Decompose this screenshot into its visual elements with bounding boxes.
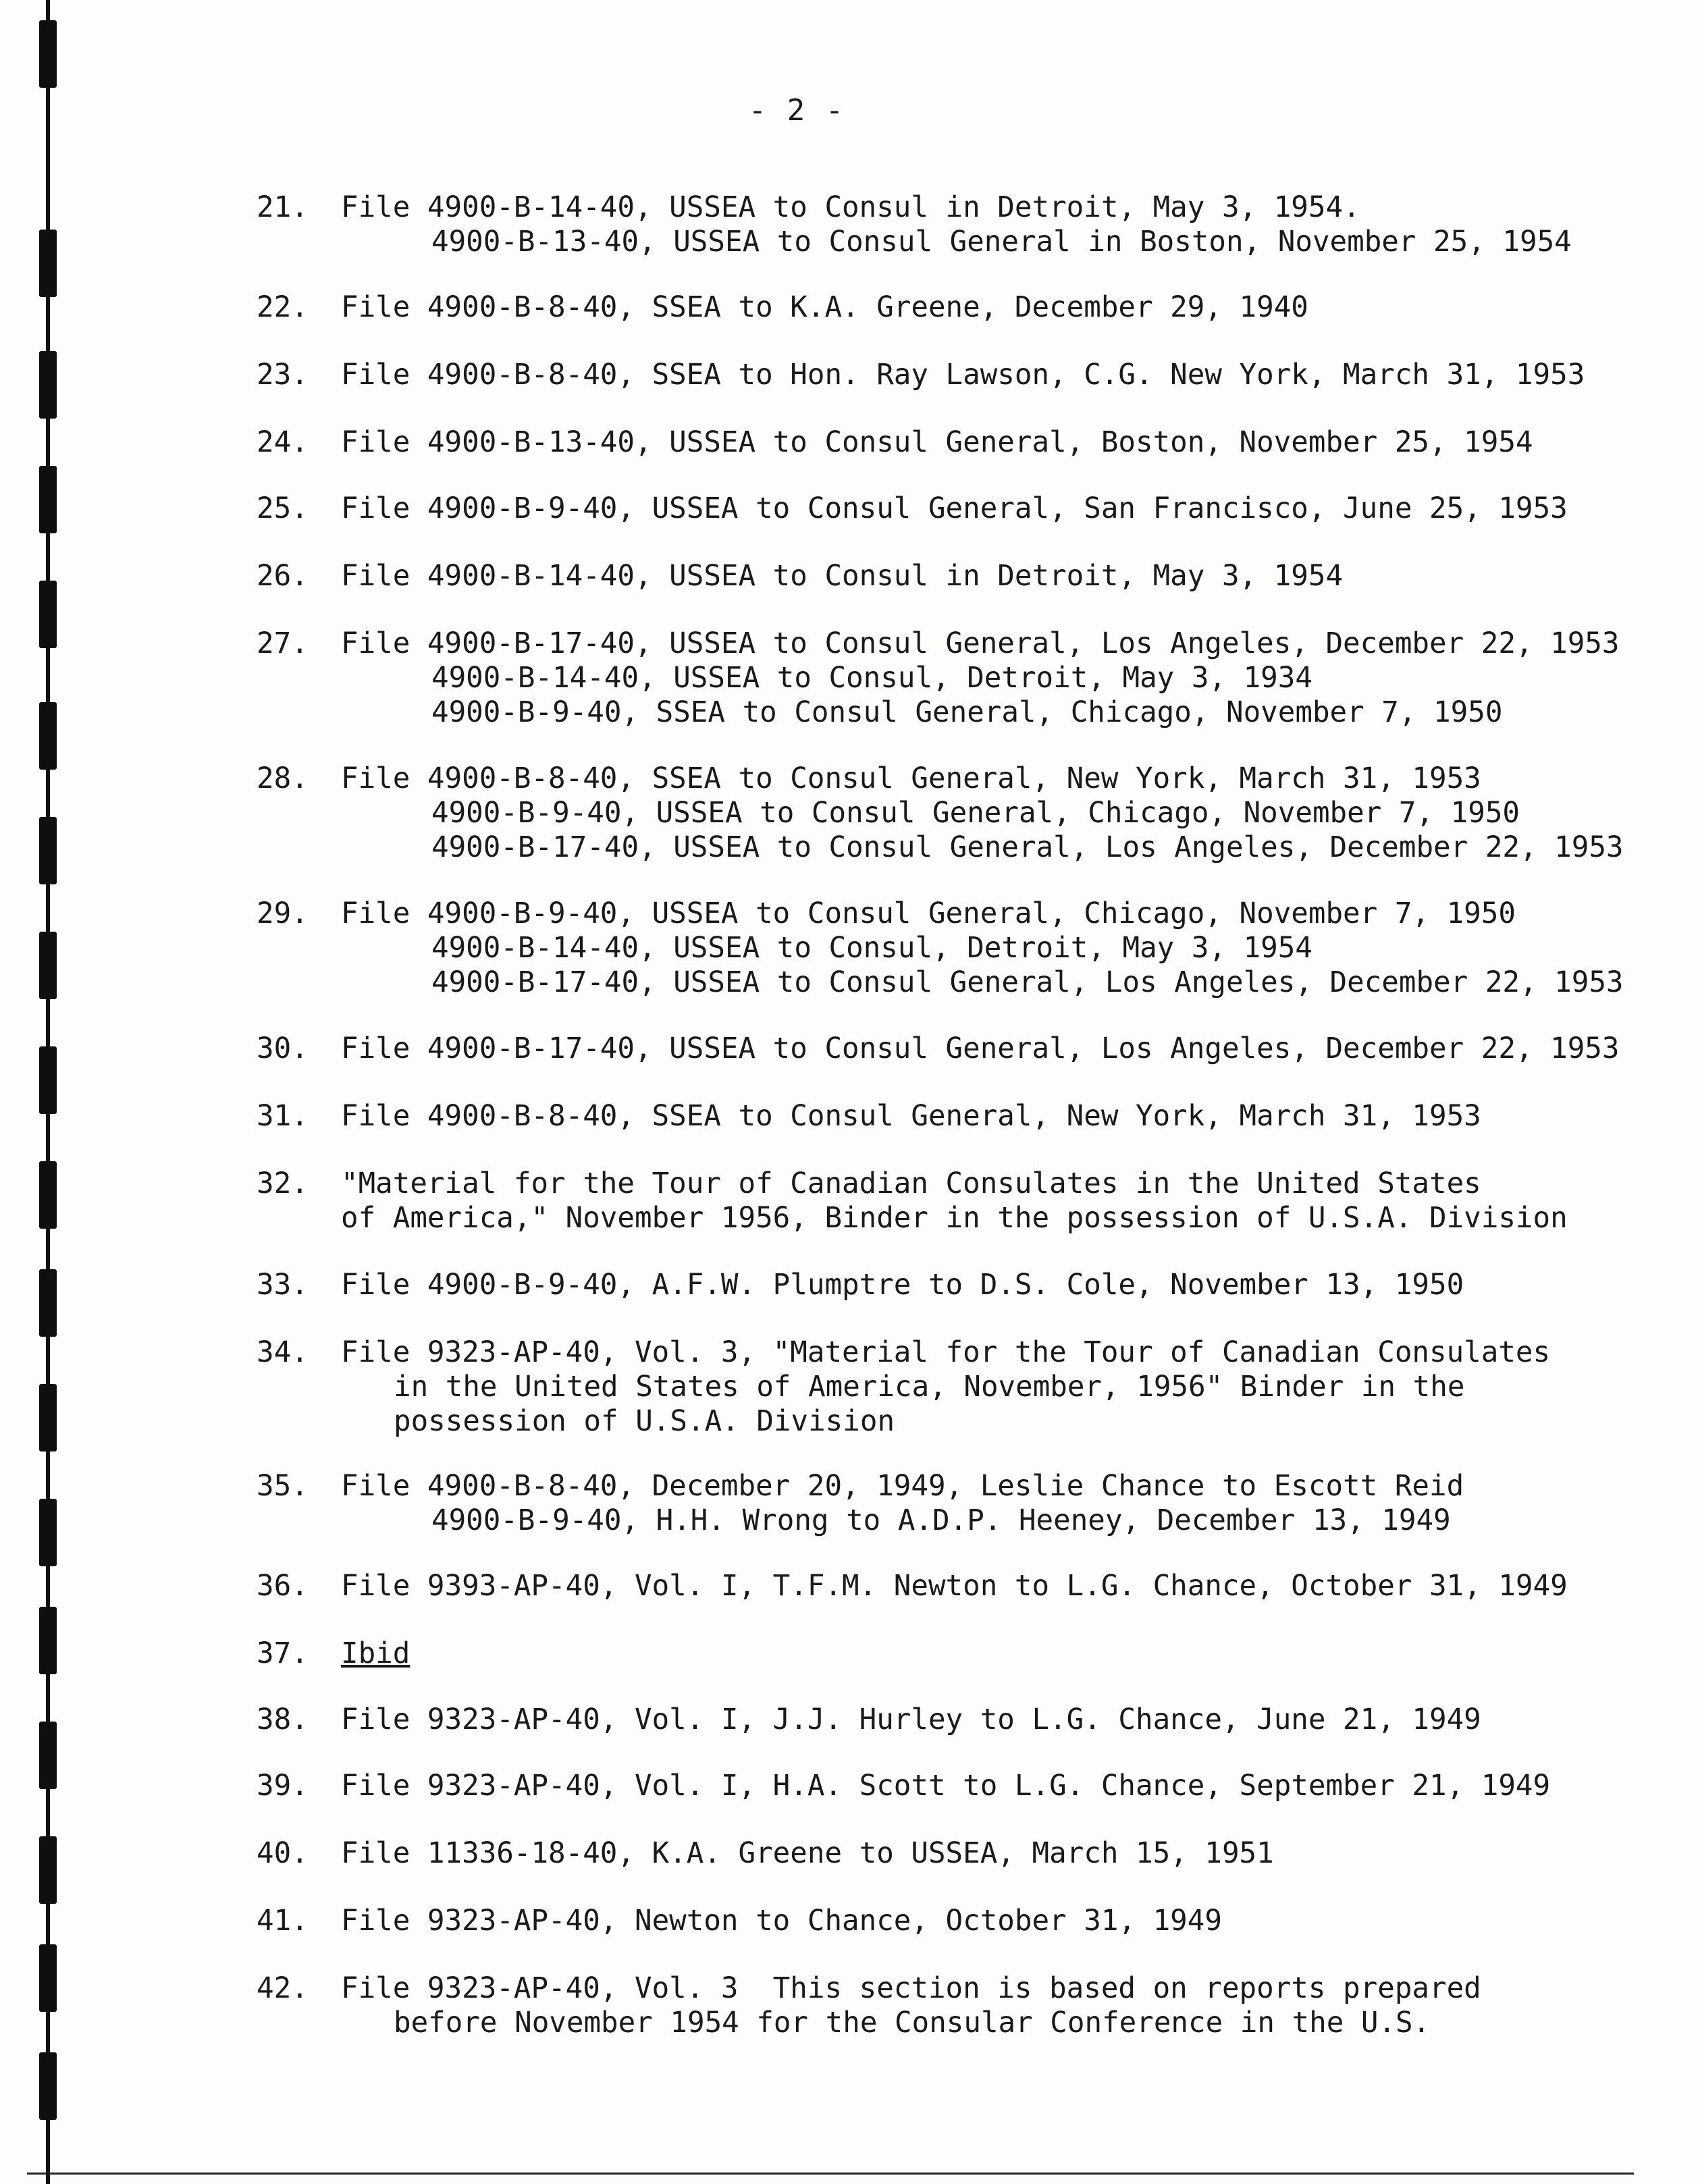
endnote-number: 32. <box>257 1167 309 1200</box>
endnote-text <box>341 491 1568 526</box>
endnote-line: File 9323-AP-40, Vol. 3 This section is based on reports prepared <box>341 1972 1481 2005</box>
binding-tab <box>39 466 57 533</box>
binding-tab <box>39 1607 57 1674</box>
endnote-number: 35. <box>257 1470 309 1503</box>
endnote-line: File 4900-B-8-40, SSEA to K.A. Greene, December 29, 1940 <box>341 291 1308 324</box>
binding-tab <box>39 702 57 770</box>
endnote-line: 4900-B-9-40, SSEA to Consul General, Chicago, November 7, 1950 <box>431 696 1503 729</box>
endnote-text <box>341 1335 1550 1439</box>
endnote-line: possession of U.S.A. Division <box>394 1405 895 1438</box>
endnote-text <box>341 1904 1222 1938</box>
binding-tab <box>39 1161 57 1229</box>
binding-tab <box>39 1836 57 1904</box>
endnote-line: 4900-B-9-40, H.H. Wrong to A.D.P. Heeney, December 13, 1949 <box>431 1504 1451 1537</box>
endnote-line: File 4900-B-14-40, USSEA to Consul in Detroit, May 3, 1954. <box>341 191 1360 224</box>
binding-tab <box>39 581 57 648</box>
endnote-number: 21. <box>257 191 309 224</box>
endnote-line: File 9323-AP-40, Newton to Chance, October 31, 1949 <box>341 1905 1222 1938</box>
endnote-text <box>341 1099 1481 1134</box>
endnote-text <box>341 1469 1464 1538</box>
endnote-text <box>341 1636 410 1671</box>
endnote-line: of America," November 1956, Binder in the possession of U.S.A. Division <box>341 1202 1568 1235</box>
endnote-line: File 9323-AP-40, Vol. I, J.J. Hurley to L.G. Chance, June 21, 1949 <box>341 1703 1481 1736</box>
page-bottom-rule <box>27 2173 1634 2175</box>
endnote-number: 24. <box>257 426 309 459</box>
endnote-text <box>341 290 1308 325</box>
endnote-line: in the United States of America, November, 1956" Binder in the <box>394 1370 1465 1404</box>
endnote-line: File 9393-AP-40, Vol. I, T.F.M. Newton to L.G. Chance, October 31, 1949 <box>341 1570 1568 1603</box>
endnote-number: 42. <box>257 1972 309 2005</box>
endnote-line: File 4900-B-9-40, USSEA to Consul General, San Francisco, June 25, 1953 <box>341 492 1568 525</box>
endnote-line: 4900-B-9-40, USSEA to Consul General, Chicago, November 7, 1950 <box>431 797 1520 830</box>
endnote-line: 4900-B-13-40, USSEA to Consul General in Boston, November 25, 1954 <box>431 225 1572 259</box>
endnote-text <box>341 425 1533 460</box>
endnote-line: File 4900-B-14-40, USSEA to Consul in Detroit, May 3, 1954 <box>341 560 1344 593</box>
endnote-number: 27. <box>257 627 309 660</box>
endnote-number: 29. <box>257 897 309 930</box>
endnote-text <box>341 1569 1568 1603</box>
binding-tab <box>39 1722 57 1789</box>
endnote-text <box>341 897 1624 1000</box>
endnote-number: 31. <box>257 1100 309 1133</box>
endnote-line: File 4900-B-9-40, A.F.W. Plumptre to D.S. Cole, November 13, 1950 <box>341 1269 1464 1302</box>
endnote-text <box>341 1703 1481 1737</box>
binding-tab <box>39 1046 57 1114</box>
endnote-line: File 4900-B-9-40, USSEA to Consul General, Chicago, November 7, 1950 <box>341 897 1516 930</box>
endnote-line: File 11336-18-40, K.A. Greene to USSEA, March 15, 1951 <box>341 1837 1274 1870</box>
endnote-line: "Material for the Tour of Canadian Consulates in the United States <box>341 1167 1481 1200</box>
endnote-number: 36. <box>257 1570 309 1603</box>
binding-tab <box>39 1499 57 1566</box>
endnote-line: 4900-B-14-40, USSEA to Consul, Detroit, May 3, 1934 <box>431 662 1312 695</box>
endnote-line: 4900-B-17-40, USSEA to Consul General, Los Angeles, December 22, 1953 <box>431 966 1624 999</box>
endnote-line: File 4900-B-8-40, SSEA to Consul General, New York, March 31, 1953 <box>341 762 1481 795</box>
binding-tab <box>39 1944 57 2012</box>
endnote-line: File 4900-B-8-40, SSEA to Consul General, New York, March 31, 1953 <box>341 1100 1481 1133</box>
endnote-line: Ibid <box>341 1637 410 1670</box>
binding-tab <box>39 1384 57 1451</box>
binding-tab <box>39 817 57 884</box>
endnote-text <box>341 358 1585 392</box>
endnote-text <box>341 190 1572 259</box>
endnote-line: File 4900-B-8-40, December 20, 1949, Leslie Chance to Escott Reid <box>341 1470 1464 1503</box>
endnote-line: File 4900-B-13-40, USSEA to Consul General, Boston, November 25, 1954 <box>341 426 1533 459</box>
endnote-number: 25. <box>257 492 309 525</box>
endnote-line: File 9323-AP-40, Vol. I, H.A. Scott to L.G. Chance, September 21, 1949 <box>341 1769 1551 1803</box>
endnote-text <box>341 1268 1464 1302</box>
endnote-number: 34. <box>257 1336 309 1369</box>
endnote-text <box>341 1971 1481 2040</box>
binding-tab <box>39 20 57 88</box>
page-number: - 2 - <box>748 93 845 128</box>
endnote-line: before November 1954 for the Consular Conference in the U.S. <box>394 2006 1431 2040</box>
endnote-number: 26. <box>257 560 309 593</box>
endnote-line: 4900-B-14-40, USSEA to Consul, Detroit, May 3, 1954 <box>431 932 1312 965</box>
binding-tab <box>39 2052 57 2120</box>
endnote-number: 23. <box>257 358 309 392</box>
endnote-text <box>341 1167 1568 1235</box>
endnote-text <box>341 1769 1550 1803</box>
endnote-number: 41. <box>257 1905 309 1938</box>
endnote-line: File 9323-AP-40, Vol. 3, "Material for the Tour of Canadian Consulates <box>341 1336 1551 1369</box>
endnote-number: 22. <box>257 291 309 324</box>
endnote-text <box>341 762 1624 865</box>
endnote-text <box>341 1836 1274 1871</box>
binding-tab <box>39 1269 57 1337</box>
endnote-text <box>341 559 1343 593</box>
endnote-number: 30. <box>257 1032 309 1065</box>
endnote-line: File 4900-B-8-40, SSEA to Hon. Ray Lawson, C.G. New York, March 31, 1953 <box>341 358 1585 392</box>
endnote-number: 39. <box>257 1769 309 1803</box>
binding-tab <box>39 932 57 999</box>
endnote-number: 38. <box>257 1703 309 1736</box>
endnote-line: 4900-B-17-40, USSEA to Consul General, Los Angeles, December 22, 1953 <box>431 831 1624 864</box>
endnote-number: 28. <box>257 762 309 795</box>
endnote-number: 40. <box>257 1837 309 1870</box>
endnote-text <box>341 1032 1619 1066</box>
endnote-text <box>341 627 1619 730</box>
endnote-number: 33. <box>257 1269 309 1302</box>
endnote-number: 37. <box>257 1637 309 1670</box>
binding-tab <box>39 351 57 419</box>
endnote-line: File 4900-B-17-40, USSEA to Consul General, Los Angeles, December 22, 1953 <box>341 1032 1620 1065</box>
binding-tab <box>39 230 57 297</box>
endnote-line: File 4900-B-17-40, USSEA to Consul General, Los Angeles, December 22, 1953 <box>341 627 1620 660</box>
